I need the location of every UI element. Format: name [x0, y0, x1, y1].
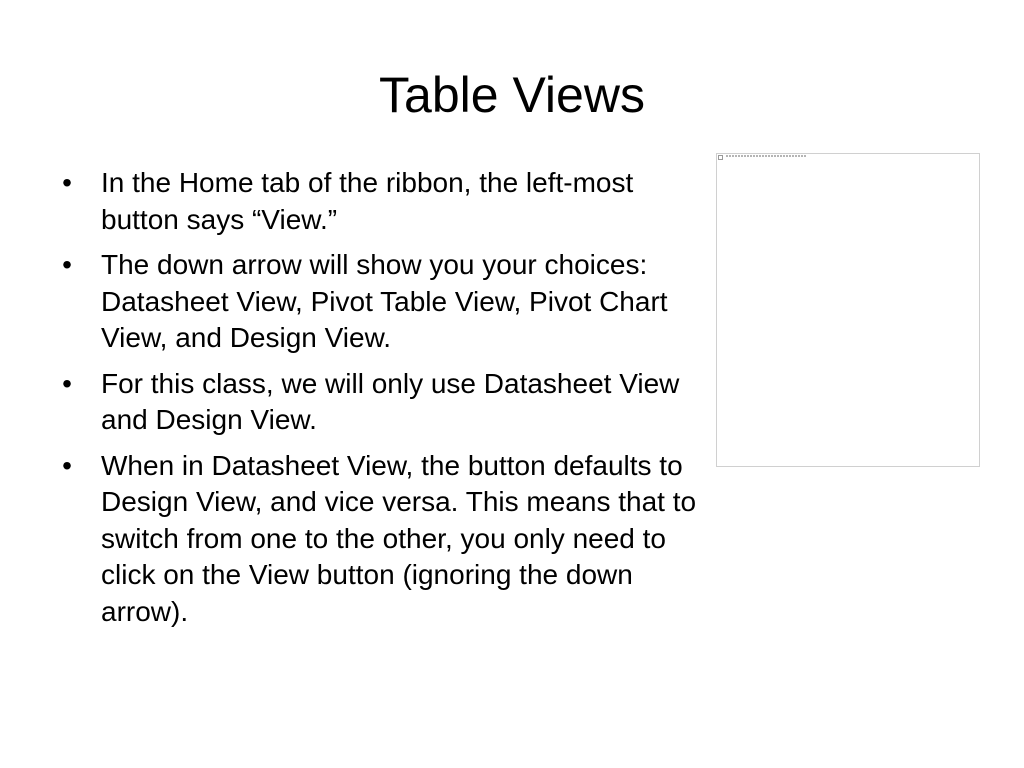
- bullet-item: [57, 165, 697, 238]
- bullet-text: When in Datasheet View, the button defaults to Design View, and vice versa. This means that to switch from one to the other, you only need to click on the View button (ignoring the down arrow).: [101, 449, 697, 627]
- bullet-item: [57, 448, 697, 631]
- slide-title: Table Views: [379, 67, 645, 123]
- bullet-dot-icon: •: [62, 167, 72, 198]
- picture-placeholder: [716, 153, 980, 467]
- bullet-text: The down arrow will show you your choices: Datasheet View, Pivot Table View, Pivot Chart View, and Design View.: [101, 249, 668, 353]
- bullet-dot-icon: •: [62, 249, 72, 280]
- bullet-text: For this class, we will only use Datasheet View and Design View.: [101, 367, 680, 435]
- bullet-dot-icon: •: [62, 449, 72, 481]
- bullet-text: In the Home tab of the ribbon, the left-most button says “View.”: [101, 167, 634, 235]
- bullet-item: [57, 366, 697, 439]
- bullet-item: [57, 247, 697, 357]
- image-alt-text: [726, 155, 806, 157]
- broken-image-icon: [718, 155, 723, 160]
- bullet-list: [57, 165, 697, 639]
- bullet-dot-icon: •: [62, 367, 72, 399]
